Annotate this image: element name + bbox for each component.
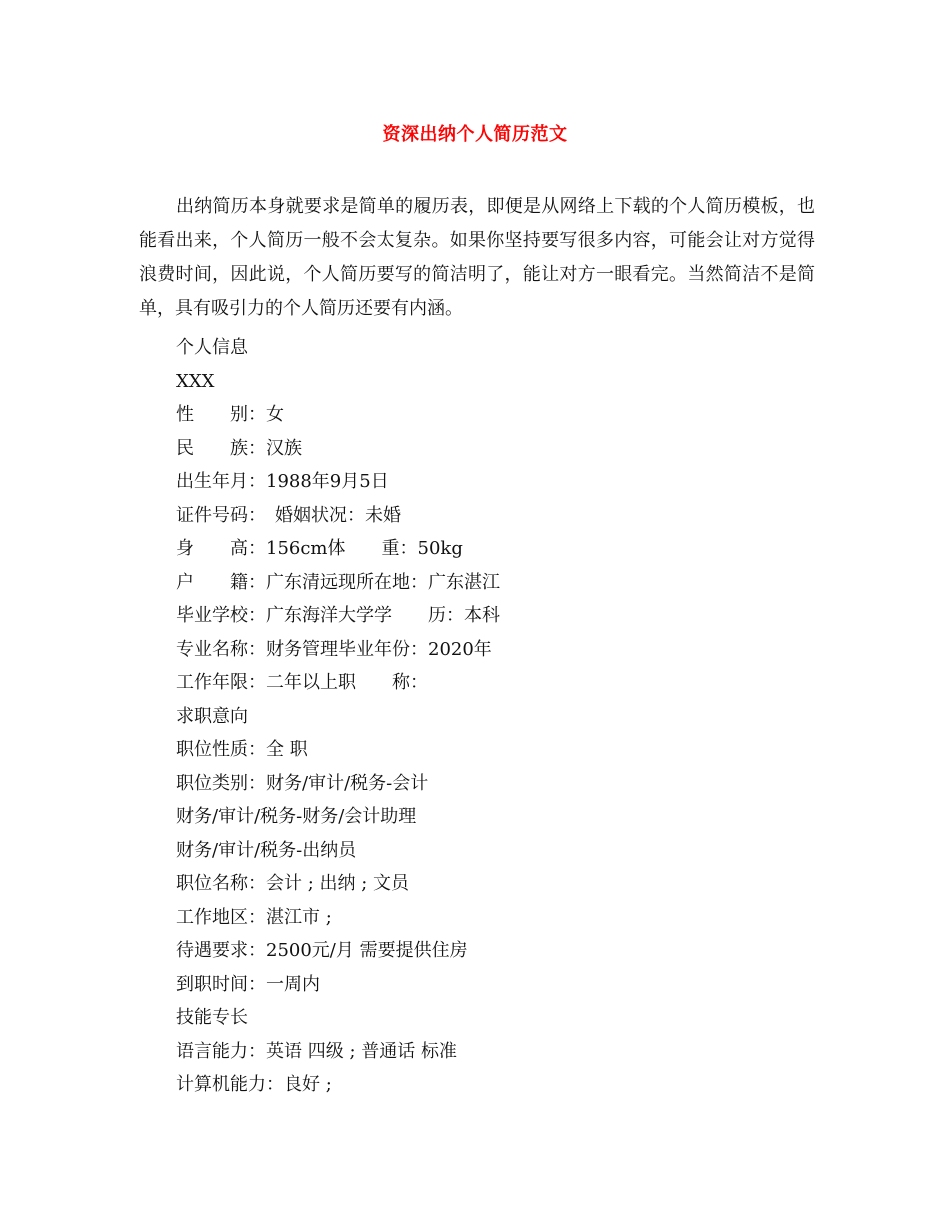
resume-line-id-marital: 证件号码： 婚姻状况：未婚 [176,504,401,526]
resume-line-start-time: 到职时间：一周内 [176,973,320,995]
resume-line-computer: 计算机能力：良好 ; [176,1074,332,1095]
resume-line-gender: 性 别：女 [176,404,284,425]
resume-line-work-location: 工作地区：湛江市 ; [176,906,332,928]
resume-line-job-category-3: 财务/审计/税务-出纳员 [176,839,357,861]
resume-line-birth-date: 出生年月：1988年9月5日 [176,471,389,492]
resume-line-name: XXX [176,370,215,392]
resume-line-height-weight: 身 高：156cm体 重：50kg [176,538,463,559]
document-title: 资深出纳个人简历范文 [382,124,568,145]
resume-line-major: 专业名称：财务管理毕业年份：2020年 [176,638,492,660]
resume-line-salary: 待遇要求：2500元/月 需要提供住房 [176,940,468,961]
resume-line-job-category-2: 财务/审计/税务-财务/会计助理 [176,806,417,827]
resume-lines [176,331,816,1102]
section-heading-personal-info: 个人信息 [176,337,248,358]
resume-line-job-nature: 职位性质：全 职 [176,739,308,760]
resume-line-ethnicity: 民 族：汉族 [176,437,302,459]
resume-line-job-category: 职位类别：财务/审计/税务-会计 [176,772,429,794]
intro-paragraph: 出纳简历本身就要求是简单的履历表，即便是从网络上下载的个人简历模板，也能看出来，个人简历一般不会太复杂。如果你坚持要写很多内容，可能会让对方觉得浪费时间，因此说，个人简历要写的简洁明了，能让对方一眼看完。当然简洁不是简单，具有吸引力的个人简历还要有内涵。 [139,196,815,319]
resume-line-school: 毕业学校：广东海洋大学学 历：本科 [176,605,500,626]
section-heading-job-intention: 求职意向 [176,705,248,727]
resume-line-language: 语言能力：英语 四级 ; 普通话 标准 [176,1040,457,1062]
section-heading-skills: 技能专长 [176,1007,248,1028]
resume-line-hometown: 户 籍：广东清远现所在地：广东湛江 [176,571,500,593]
resume-line-experience: 工作年限：二年以上职 称： [176,672,428,693]
resume-line-job-title: 职位名称：会计 ; 出纳 ; 文员 [176,873,410,894]
